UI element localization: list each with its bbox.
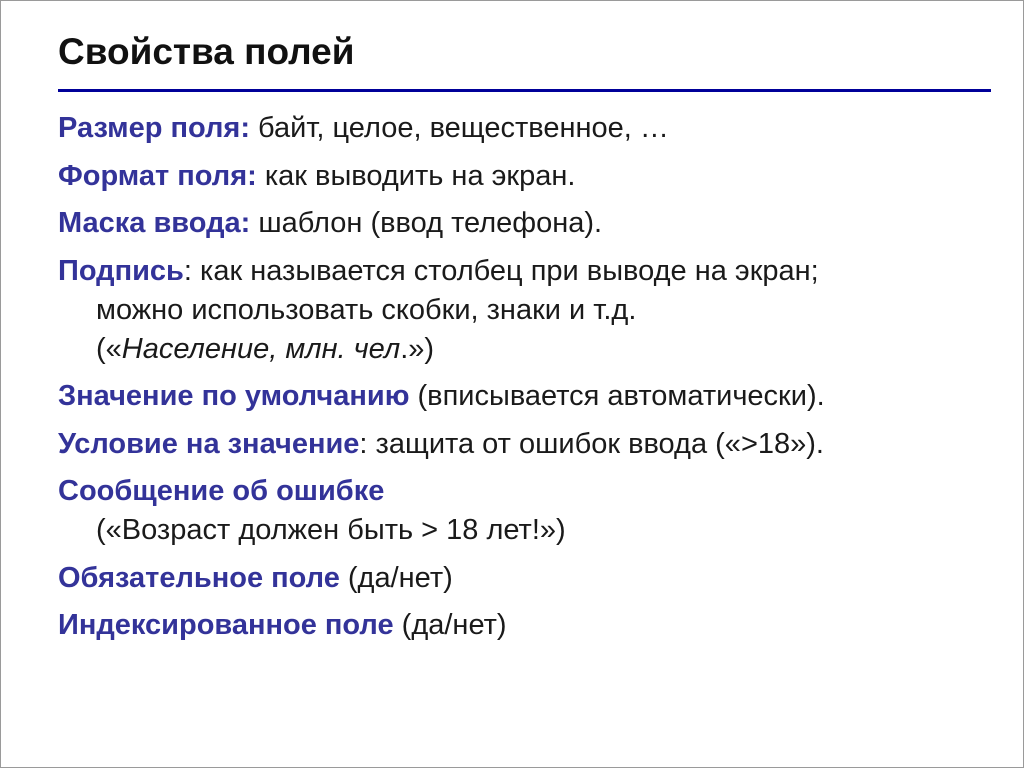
desc-default-value: (вписывается автоматически). bbox=[409, 380, 825, 412]
desc-indexed-field: (да/нет) bbox=[393, 609, 507, 641]
validation-text-example: («Возраст должен быть > 18 лет!») bbox=[96, 514, 566, 546]
term-required-field: Обязательное поле bbox=[58, 561, 340, 594]
slide-title: Свойства полей bbox=[58, 31, 355, 72]
list-item-default-value bbox=[58, 377, 998, 416]
term-field-format: Формат поля: bbox=[58, 159, 257, 192]
list-item-validation-text bbox=[58, 472, 998, 550]
term-caption: Подпись bbox=[58, 254, 184, 287]
desc-field-size: байт, целое, вещественное, … bbox=[250, 112, 669, 144]
desc-input-mask: шаблон (ввод телефона). bbox=[250, 207, 603, 239]
term-indexed-field: Индексированное поле bbox=[58, 609, 394, 641]
caption-continuation: можно использовать скобки, знаки и т.д. bbox=[96, 293, 637, 326]
desc-required-field: (да/нет) bbox=[339, 561, 453, 594]
caption-example bbox=[58, 330, 998, 369]
field-properties-list bbox=[58, 109, 998, 654]
term-input-mask: Маска ввода: bbox=[58, 207, 251, 239]
list-item-indexed-field bbox=[58, 606, 998, 645]
desc-field-format: как выводить на экран. bbox=[256, 159, 576, 192]
list-item-validation-rule bbox=[58, 425, 998, 464]
desc-caption: : как называется столбец при выводе на экран; bbox=[183, 254, 819, 287]
list-item-input-mask bbox=[58, 204, 998, 243]
caption-example-italic: Население, млн. чел bbox=[121, 332, 401, 365]
title-underline bbox=[58, 89, 991, 92]
caption-example-open: (« bbox=[96, 332, 122, 365]
list-item-caption bbox=[58, 252, 998, 369]
term-field-size: Размер поля: bbox=[58, 112, 250, 144]
caption-example-close: .») bbox=[400, 332, 435, 365]
list-item-field-size bbox=[58, 109, 998, 148]
term-validation-text: Сообщение об ошибке bbox=[58, 475, 385, 507]
term-validation-rule: Условие на значение bbox=[58, 427, 360, 460]
desc-validation-rule: : защита от ошибок ввода («>18»). bbox=[359, 427, 824, 460]
list-item-required-field bbox=[58, 559, 998, 598]
term-default-value: Значение по умолчанию bbox=[58, 380, 410, 412]
list-item-field-format bbox=[58, 157, 998, 196]
